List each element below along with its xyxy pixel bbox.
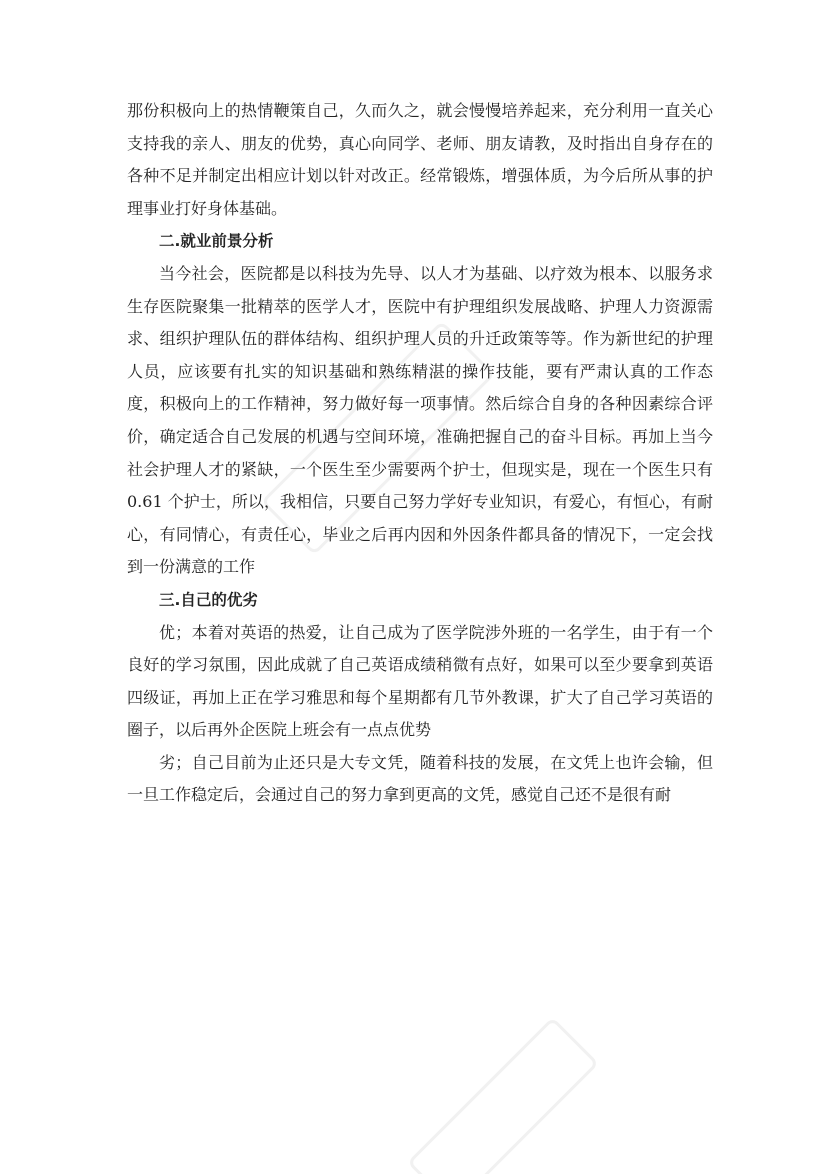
section-heading-strengths-weaknesses: 三.自己的优劣 (159, 590, 258, 609)
paragraph-employment-analysis: 当今社会，医院都是以科技为先导、以人才为基础、以疗效为根本、以服务求生存医院聚集一批精萃的医学人才，医院中有护理组织发展战略、护理人力资源需求、组织护理队伍的群体结构、组织护理人员的升迁政策等等。作为新世纪的护理人员，应该要有扎实的知识基础和熟练精湛的操作技能，要有严肃认真的工作态度，积极向上的工作精神，努力做好每一项事情。然后综合自身的各种因素综合评价，确定适合自己发展的机遇与空间环境，准确把握自己的奋斗目标。再加上当今社会护理人才的紧缺，一个医生至少需要两个护士，但现实是，现在一个医生只有 0.61 个护士，所以，我相信，只要自己努力学好专业知识，有爱心，有恒心，有耐心，有同情心，有责任心，毕业之后再内因和外因条件都具备的情况下，一定会找到一份满意的工作 (127, 263, 713, 577)
paragraph-continued: 那份积极向上的热情鞭策自己，久而久之，就会慢慢培养起来，充分利用一直关心支持我的亲人、朋友的优势，真心向同学、老师、朋友请教，及时指出自身存在的各种不足并制定出相应计划以针对改正。经常锻炼，增强体质，为今后所从事的护理事业打好身体基础。 (127, 101, 713, 218)
paragraph-weaknesses: 劣；自己目前为止还只是大专文凭，随着科技的发展，在文凭上也许会输，但一旦工作稳定后，会通过自己的努力拿到更高的文凭，感觉自己还不是很有耐 (127, 752, 713, 805)
paragraph-strengths: 优；本着对英语的热爱，让自己成为了医学院涉外班的一名学生，由于有一个良好的学习氛围，因此成就了自己英语成绩稍微有点好，如果可以至少要拿到英语四级证，再加上正在学习雅思和每个星期都有几节外教课，扩大了自己学习英语的圈子，以后再外企医院上班会有一点点优势 (127, 622, 713, 740)
watermark-logo (407, 1017, 599, 1174)
document-body (127, 95, 713, 812)
section-heading-employment-prospects: 二.就业前景分析 (159, 232, 274, 251)
